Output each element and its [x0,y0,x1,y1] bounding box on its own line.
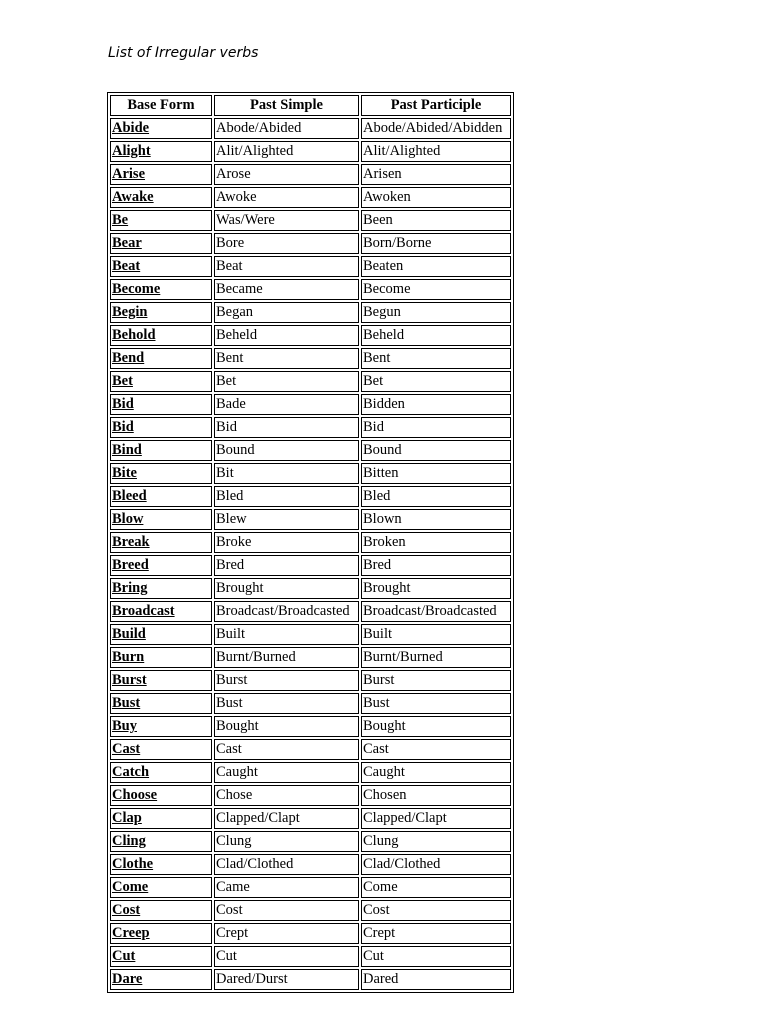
base-form-link[interactable]: Bust [110,693,212,714]
base-form-link[interactable]: Breed [110,555,212,576]
past-simple-cell: Alit/Alighted [214,141,359,162]
base-form-link[interactable]: Be [110,210,212,231]
base-form-link[interactable]: Alight [110,141,212,162]
past-participle-cell: Beheld [361,325,511,346]
table-row [110,578,511,599]
base-form-link[interactable]: Begin [110,302,212,323]
past-participle-cell: Bid [361,417,511,438]
base-form-link[interactable]: Bear [110,233,212,254]
base-form-link[interactable]: Become [110,279,212,300]
table-row [110,348,511,369]
table-row [110,969,511,990]
past-participle-cell: Bust [361,693,511,714]
irregular-verbs-table [107,92,514,993]
base-form-link[interactable]: Break [110,532,212,553]
past-simple-cell: Clung [214,831,359,852]
past-simple-cell: Bid [214,417,359,438]
past-simple-cell: Abode/Abided [214,118,359,139]
past-participle-cell: Alit/Alighted [361,141,511,162]
past-participle-cell: Broadcast/Broadcasted [361,601,511,622]
table-row [110,785,511,806]
past-simple-cell: Burnt/Burned [214,647,359,668]
table-row [110,624,511,645]
past-participle-cell: Bought [361,716,511,737]
base-form-link[interactable]: Behold [110,325,212,346]
past-participle-cell: Clad/Clothed [361,854,511,875]
past-participle-cell: Blown [361,509,511,530]
table-row [110,532,511,553]
table-row [110,877,511,898]
past-participle-cell: Clung [361,831,511,852]
base-form-link[interactable]: Clothe [110,854,212,875]
base-form-link[interactable]: Bind [110,440,212,461]
past-simple-cell: Arose [214,164,359,185]
base-form-link[interactable]: Arise [110,164,212,185]
past-participle-cell: Cast [361,739,511,760]
base-form-link[interactable]: Cost [110,900,212,921]
table-row [110,509,511,530]
table-row [110,371,511,392]
past-participle-cell: Come [361,877,511,898]
past-simple-cell: Bade [214,394,359,415]
past-participle-cell: Burnt/Burned [361,647,511,668]
past-simple-cell: Clad/Clothed [214,854,359,875]
table-row [110,739,511,760]
table-row [110,141,511,162]
past-participle-cell: Crept [361,923,511,944]
base-form-link[interactable]: Choose [110,785,212,806]
past-simple-cell: Dared/Durst [214,969,359,990]
table-row [110,279,511,300]
past-simple-cell: Bred [214,555,359,576]
past-participle-cell: Bent [361,348,511,369]
table-row [110,808,511,829]
past-participle-cell: Abode/Abided/Abidden [361,118,511,139]
past-simple-cell: Came [214,877,359,898]
past-simple-cell: Crept [214,923,359,944]
base-form-link[interactable]: Come [110,877,212,898]
base-form-link[interactable]: Bid [110,417,212,438]
base-form-link[interactable]: Bid [110,394,212,415]
table-row [110,325,511,346]
base-form-link[interactable]: Bend [110,348,212,369]
base-form-link[interactable]: Burn [110,647,212,668]
past-simple-cell: Bore [214,233,359,254]
past-participle-cell: Born/Borne [361,233,511,254]
column-header-past-participle: Past Participle [361,95,511,116]
past-participle-cell: Bound [361,440,511,461]
past-simple-cell: Clapped/Clapt [214,808,359,829]
past-participle-cell: Begun [361,302,511,323]
past-simple-cell: Cost [214,900,359,921]
past-participle-cell: Burst [361,670,511,691]
page-title: List of Irregular verbs [108,45,259,61]
base-form-link[interactable]: Dare [110,969,212,990]
table-body [110,118,511,990]
table-row [110,923,511,944]
past-simple-cell: Broadcast/Broadcasted [214,601,359,622]
base-form-link[interactable]: Cling [110,831,212,852]
past-simple-cell: Bled [214,486,359,507]
base-form-link[interactable]: Bleed [110,486,212,507]
base-form-link[interactable]: Cast [110,739,212,760]
base-form-link[interactable]: Clap [110,808,212,829]
past-simple-cell: Became [214,279,359,300]
base-form-link[interactable]: Blow [110,509,212,530]
base-form-link[interactable]: Abide [110,118,212,139]
table-row [110,440,511,461]
past-participle-cell: Brought [361,578,511,599]
table-row [110,256,511,277]
past-simple-cell: Caught [214,762,359,783]
table-row [110,762,511,783]
table-header-row [110,95,511,116]
past-simple-cell: Bound [214,440,359,461]
table-row [110,233,511,254]
past-simple-cell: Bust [214,693,359,714]
table-row [110,601,511,622]
base-form-link[interactable]: Awake [110,187,212,208]
base-form-link[interactable]: Broadcast [110,601,212,622]
column-header-past-simple: Past Simple [214,95,359,116]
table-row [110,463,511,484]
base-form-link[interactable]: Cut [110,946,212,967]
past-simple-cell: Brought [214,578,359,599]
past-participle-cell: Chosen [361,785,511,806]
table-row [110,210,511,231]
past-participle-cell: Cost [361,900,511,921]
past-simple-cell: Bet [214,371,359,392]
table-row [110,647,511,668]
table-row [110,716,511,737]
past-simple-cell: Cut [214,946,359,967]
table-row [110,486,511,507]
past-simple-cell: Chose [214,785,359,806]
table-row [110,670,511,691]
past-participle-cell: Broken [361,532,511,553]
past-simple-cell: Beheld [214,325,359,346]
past-participle-cell: Dared [361,969,511,990]
table-row [110,164,511,185]
past-participle-cell: Arisen [361,164,511,185]
table-row [110,187,511,208]
table-row [110,831,511,852]
past-simple-cell: Built [214,624,359,645]
table-row [110,946,511,967]
table-row [110,555,511,576]
past-participle-cell: Been [361,210,511,231]
base-form-link[interactable]: Catch [110,762,212,783]
base-form-link[interactable]: Build [110,624,212,645]
past-participle-cell: Caught [361,762,511,783]
base-form-link[interactable]: Beat [110,256,212,277]
past-participle-cell: Bet [361,371,511,392]
past-participle-cell: Built [361,624,511,645]
past-simple-cell: Burst [214,670,359,691]
past-participle-cell: Cut [361,946,511,967]
base-form-link[interactable]: Bet [110,371,212,392]
base-form-link[interactable]: Creep [110,923,212,944]
past-simple-cell: Beat [214,256,359,277]
past-participle-cell: Bled [361,486,511,507]
base-form-link[interactable]: Burst [110,670,212,691]
table-row [110,417,511,438]
past-simple-cell: Was/Were [214,210,359,231]
past-participle-cell: Beaten [361,256,511,277]
past-simple-cell: Broke [214,532,359,553]
base-form-link[interactable]: Bite [110,463,212,484]
past-participle-cell: Bidden [361,394,511,415]
past-participle-cell: Bitten [361,463,511,484]
table-row [110,693,511,714]
past-simple-cell: Awoke [214,187,359,208]
past-participle-cell: Become [361,279,511,300]
past-participle-cell: Clapped/Clapt [361,808,511,829]
table-row [110,118,511,139]
past-participle-cell: Bred [361,555,511,576]
past-simple-cell: Blew [214,509,359,530]
table-row [110,394,511,415]
base-form-link[interactable]: Buy [110,716,212,737]
past-simple-cell: Bought [214,716,359,737]
past-simple-cell: Began [214,302,359,323]
base-form-link[interactable]: Bring [110,578,212,599]
column-header-base-form: Base Form [110,95,212,116]
past-simple-cell: Bent [214,348,359,369]
past-participle-cell: Awoken [361,187,511,208]
past-simple-cell: Bit [214,463,359,484]
table-row [110,900,511,921]
past-simple-cell: Cast [214,739,359,760]
table-row [110,854,511,875]
table-row [110,302,511,323]
